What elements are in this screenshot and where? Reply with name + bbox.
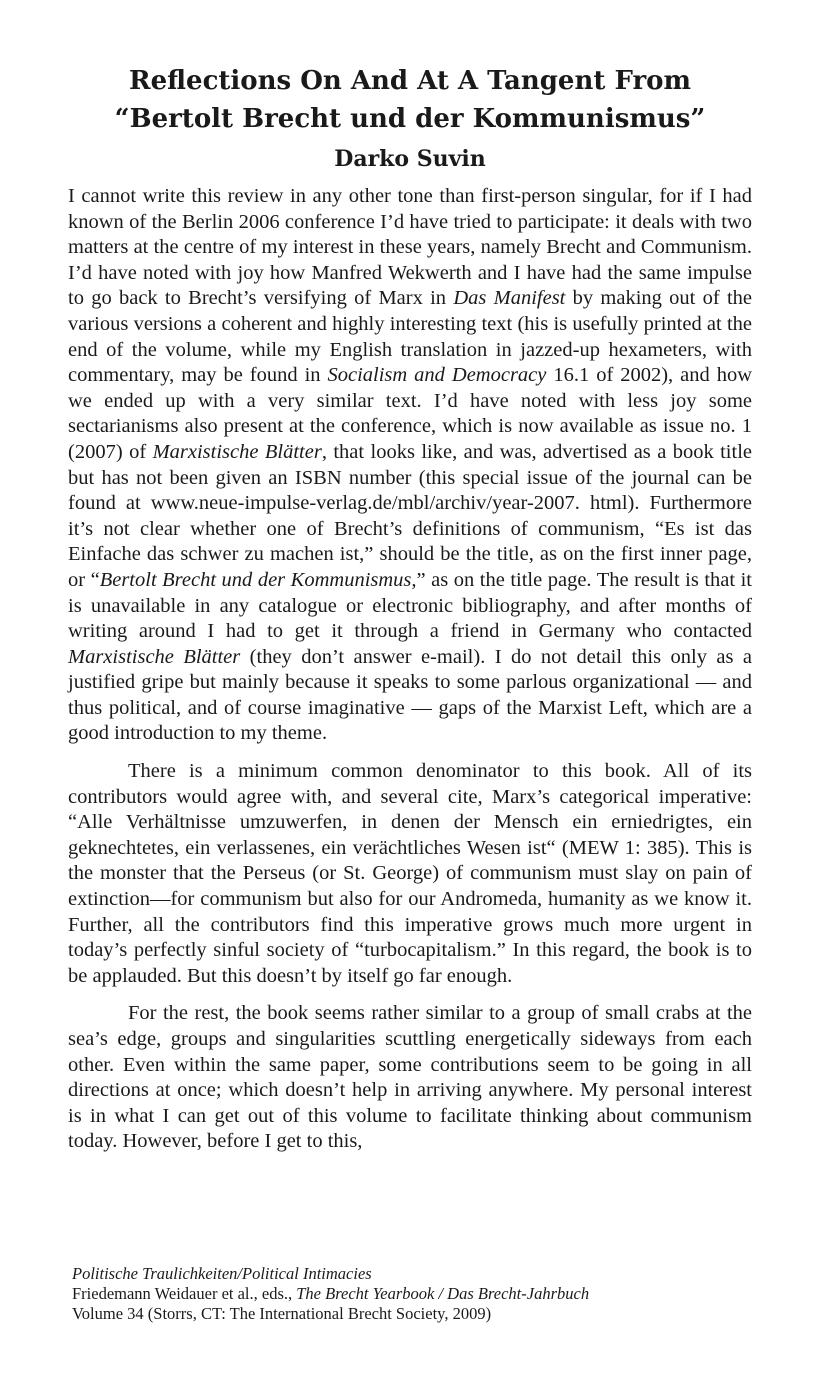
citation-editors: Friedemann Weidauer et al., eds.,	[72, 1284, 297, 1303]
paragraph-1	[68, 184, 752, 747]
p1-text-5: ” as on the title page. The result is that it is unavailable in any catalogue or electronic bibliography, and after months of writing around I had to get it through a friend in Germany who contacted	[68, 568, 752, 643]
citation-series-title: Politische Traulichkeiten/Political Intimacies	[72, 1264, 372, 1283]
p1-text-6: (they don’t answer e-mail). I do not detail this only as a justified gripe but mainly because it speaks to some parlous organizational — and thus political, and of course imaginative — gaps of the Marxist Left, which are a good introduction to my theme.	[68, 645, 752, 745]
p1-text-4: , that looks like, and was, advertised as a book title but has not been given an ISBN number (this special issue of the journal can be found at www.neue-impulse-verlag.de/mbl/archiv/year-2007. html). Furthermore it’s not clear whether one of Brecht’s definitions of communism, “Es ist das Einfache das schwer zu machen ist,” should be the title, as on the first inner page, or “	[68, 440, 752, 591]
article-title	[68, 62, 752, 138]
author-name: Darko Suvin	[334, 146, 486, 172]
source-citation	[72, 1264, 772, 1324]
citation-line-1	[72, 1264, 772, 1284]
p1-italic-socialism-democracy: Socialism and Democracy	[327, 364, 547, 387]
article-page	[68, 62, 752, 1155]
title-line-1: Reflections On And At A Tangent From	[128, 66, 691, 96]
title-line-2: “Bertolt Brecht und der Kommunismus”	[114, 104, 706, 134]
citation-line-2	[72, 1284, 772, 1304]
p1-italic-marxistische-1: Marxistische Blätter	[152, 440, 322, 463]
citation-line-3: Volume 34 (Storrs, CT: The International Brecht Society, 2009)	[72, 1304, 492, 1323]
paragraph-3: For the rest, the book seems rather similar to a group of small crabs at the sea’s edge, groups and singularities scuttling energetically sideways from each other. Even within the same paper, some contributions seem to be going in all directions at once; which doesn’t help in arriving anywhere. My personal interest is in what I can get out of this volume to facilitate thinking about communism today. However, before I get to this,	[68, 1002, 752, 1153]
p1-italic-marxistische-2: Marxistische Blätter	[68, 645, 241, 668]
p1-text-1: I cannot write this review in any other tone than first-person singular, for if I had known of the Berlin 2006 conference I’d have tried to participate: it deals with two matters at the centre of my interest in these years, namely Brecht and Communism. I’d have noted with joy how Manfred Wekwerth and I have had the same impulse to go back to Brecht’s versifying of Marx in	[68, 185, 752, 310]
p1-text-3: 16.1 of 2002), and how we ended up with a very similar text. I’d have noted with less joy some sectarianisms also present at the conference, which is now available as issue no. 1 (2007) of	[68, 364, 753, 463]
paragraph-2: There is a minimum common denominator to this book. All of its contributors would agree with, and several cite, Marx’s categorical imperative: “Alle Verhältnisse umzuwerfen, in denen der Mensch ein erniedrigtes, ein geknechtetes, ein verlassenes, ein verächtliches Wesen ist“ (MEW 1: 385). This is the monster that the Perseus (or St. George) of communism must slay on pain of extinction—for communism but also for our Andromeda, humanity as we know it. Further, all the contributors find this imperative grows much more urgent in today’s perfectly sinful society of “turbocapitalism.” In this regard, the book is to be applauded. But this doesn’t by itself go far enough.	[68, 760, 752, 987]
p1-italic-das-manifest: Das Manifest	[453, 287, 566, 310]
p1-text-2: by making out of the various versions a coherent and highly interesting text (his is usefully printed at the end of the volume, while my English translation in jazzed-up hexameters, with commentary, may be found in	[68, 287, 752, 387]
p1-italic-title: Bertolt Brecht und der Kommunismus,	[99, 568, 417, 591]
citation-yearbook-title: The Brecht Yearbook / Das Brecht-Jahrbuch	[296, 1284, 590, 1303]
